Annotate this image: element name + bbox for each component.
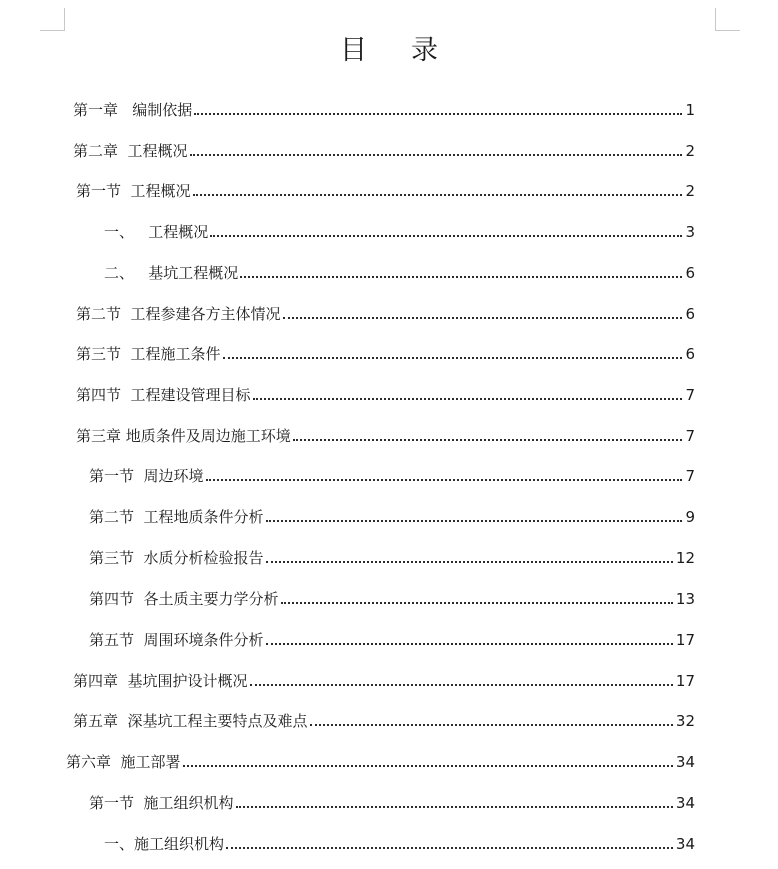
- toc-entry-page: 2: [685, 142, 695, 160]
- toc-dot-leader: [266, 643, 673, 645]
- toc-entry-page: 3: [685, 223, 695, 241]
- toc-entry-page: 34: [675, 835, 695, 853]
- toc-entry-page: 7: [685, 467, 695, 485]
- toc-dot-leader: [193, 194, 683, 196]
- toc-entry-page: 34: [675, 794, 695, 812]
- toc-dot-leader: [190, 154, 683, 156]
- toc-dot-leader: [194, 113, 682, 115]
- toc-entry-label: 第三节 水质分析检验报告: [89, 549, 264, 567]
- toc-entry-label: 第五节 周围环境条件分析: [89, 631, 264, 649]
- toc-entry-page: 34: [675, 753, 695, 771]
- toc-entry-label: 第三节 工程施工条件: [76, 345, 221, 363]
- toc-entry[interactable]: [89, 628, 695, 650]
- toc-entry-label: 第一节 施工组织机构: [89, 794, 234, 812]
- toc-entry-page: 1: [685, 101, 695, 119]
- toc-entry-page: 6: [685, 305, 695, 323]
- toc-entry-page: 9: [685, 508, 695, 526]
- toc-entry[interactable]: [89, 791, 695, 813]
- toc-entry-page: 12: [675, 549, 695, 567]
- toc-dot-leader: [281, 602, 673, 604]
- toc-entry-label: 第四章 基坑围护设计概况: [73, 672, 248, 690]
- toc-entry-label: 第二章 工程概况: [73, 142, 188, 160]
- toc-entry-page: 6: [685, 264, 695, 282]
- toc-dot-leader: [266, 561, 673, 563]
- toc-entry-page: 17: [675, 672, 695, 690]
- toc-entry[interactable]: [73, 669, 695, 691]
- toc-entry-label: 一、施工组织机构: [104, 835, 225, 853]
- toc-entry[interactable]: [73, 98, 695, 120]
- toc-title-char-1: 目: [340, 35, 367, 66]
- toc-dot-leader: [253, 398, 683, 400]
- toc-entry[interactable]: [89, 464, 695, 486]
- toc-entry-page: 32: [675, 712, 695, 730]
- toc-entry[interactable]: [89, 546, 695, 568]
- toc-entry[interactable]: [76, 424, 695, 446]
- toc-dot-leader: [266, 520, 683, 522]
- toc-entry[interactable]: [66, 750, 695, 772]
- toc-entry[interactable]: [76, 179, 695, 201]
- toc-entry-page: 2: [685, 182, 695, 200]
- toc-entry-page: 17: [675, 631, 695, 649]
- toc-entry-label: 第四节 各土质主要力学分析: [89, 590, 279, 608]
- toc-entry-label: 第一章 编制依据: [73, 101, 193, 119]
- toc-dot-leader: [223, 357, 683, 359]
- toc-entry-page: 7: [685, 386, 695, 404]
- toc-entry-label: 第五章 深基坑工程主要特点及难点: [73, 712, 308, 730]
- toc-title-char-2: 录: [411, 35, 438, 66]
- toc-entry[interactable]: [104, 220, 695, 242]
- toc-entry-label: 第二节 工程参建各方主体情况: [76, 305, 281, 323]
- toc-entry-label: 一、 工程概况: [104, 223, 209, 241]
- toc-entry-label: 第二节 工程地质条件分析: [89, 508, 264, 526]
- toc-entry[interactable]: [73, 139, 695, 161]
- toc-entry-label: 第一节 工程概况: [76, 182, 191, 200]
- toc-entry-label: 第六章 施工部署: [66, 753, 181, 771]
- toc-entry[interactable]: [76, 302, 695, 324]
- toc-dot-leader: [240, 276, 682, 278]
- toc-dot-leader: [183, 765, 673, 767]
- toc-entry[interactable]: [104, 261, 695, 283]
- toc-entry-page: 7: [685, 427, 695, 445]
- toc-dot-leader: [250, 684, 673, 686]
- toc-entry[interactable]: [73, 709, 695, 731]
- toc-entry-label: 第四节 工程建设管理目标: [76, 386, 251, 404]
- toc-dot-leader: [310, 724, 673, 726]
- toc-entry[interactable]: [89, 587, 695, 609]
- toc-entry[interactable]: [76, 383, 695, 405]
- toc-title: [0, 28, 778, 67]
- toc-entry-label: 二、 基坑工程概况: [104, 264, 239, 282]
- toc-entry-label: 第一节 周边环境: [89, 467, 204, 485]
- toc-dot-leader: [210, 235, 682, 237]
- toc-entry-page: 6: [685, 345, 695, 363]
- toc-dot-leader: [206, 479, 683, 481]
- toc-dot-leader: [293, 439, 683, 441]
- toc-dot-leader: [283, 317, 683, 319]
- toc-entry-page: 13: [675, 590, 695, 608]
- toc-entry[interactable]: [104, 832, 695, 854]
- toc-entry-label: 第三章 地质条件及周边施工环境: [76, 427, 291, 445]
- toc-dot-leader: [226, 847, 673, 849]
- toc-entry[interactable]: [76, 342, 695, 364]
- toc-dot-leader: [236, 806, 673, 808]
- toc-entry[interactable]: [89, 505, 695, 527]
